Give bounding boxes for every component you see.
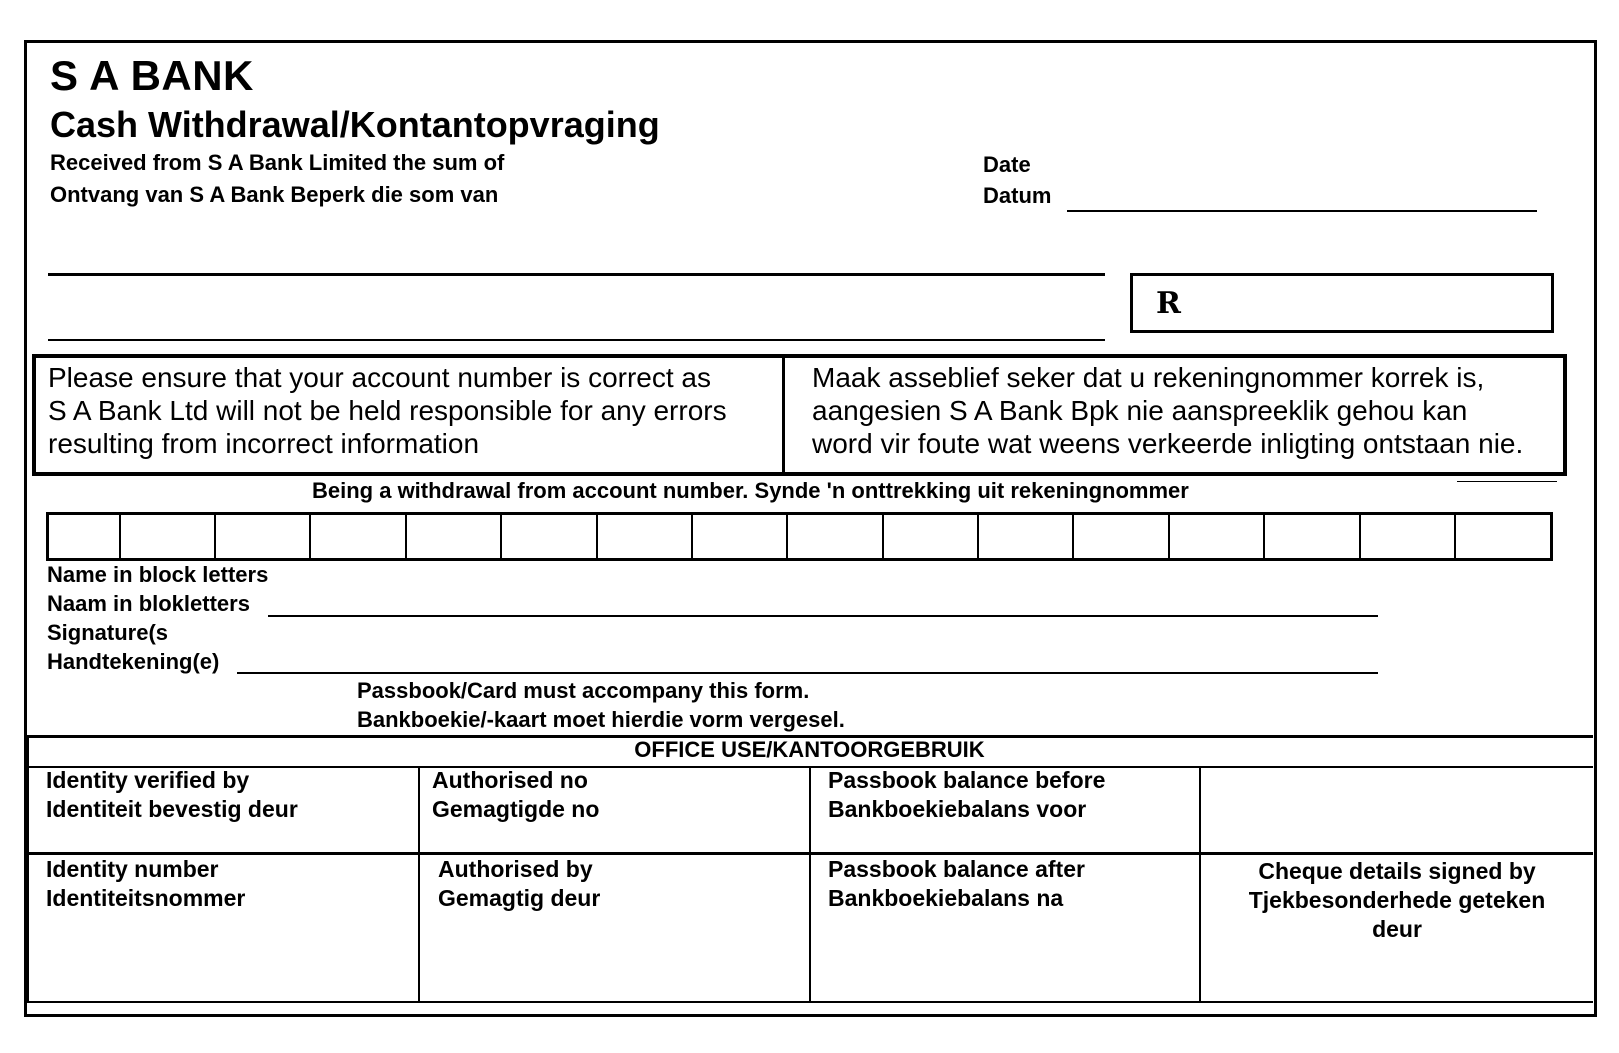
notice-divider: [782, 354, 785, 476]
account-digit-box[interactable]: [121, 515, 216, 558]
cell-label-en: Authorised by: [438, 856, 593, 882]
bank-name: S A BANK: [50, 52, 254, 99]
received-label-en: Received from S A Bank Limited the sum of: [50, 150, 505, 175]
cell-label-af: Gemagtigde no: [432, 796, 600, 822]
currency-symbol: R: [1156, 286, 1181, 321]
account-digit-box[interactable]: [49, 515, 121, 558]
account-digit-box[interactable]: [693, 515, 788, 558]
account-digit-box[interactable]: [216, 515, 311, 558]
office-col-divider: [418, 766, 420, 1002]
blank-office-cell[interactable]: [1205, 766, 1585, 846]
amount-words-line-1[interactable]: [48, 273, 1105, 276]
name-label-af: Naam in blokletters: [47, 591, 250, 616]
date-label-en: Date: [983, 152, 1031, 177]
account-digit-box[interactable]: [407, 515, 502, 558]
notice-english-line: Please ensure that your account number is correct as: [48, 362, 712, 393]
office-col-divider: [809, 766, 811, 1002]
account-number-boxes: [46, 512, 1553, 561]
cell-label-af: Identiteit bevestig deur: [46, 796, 298, 822]
account-digit-box[interactable]: [502, 515, 598, 558]
passbook-note-af: Bankboekie/-kaart moet hierdie vorm vergesel.: [357, 707, 845, 732]
received-label-af: Ontvang van S A Bank Beperk die som van: [50, 182, 499, 207]
account-digit-box[interactable]: [1074, 515, 1170, 558]
cell-label-en: Identity verified by: [46, 767, 250, 793]
account-digit-box[interactable]: [979, 515, 1074, 558]
authorised-by-cell[interactable]: [438, 855, 600, 913]
cell-label-af: Bankboekiebalans voor: [828, 796, 1087, 822]
account-digit-box[interactable]: [1170, 515, 1265, 558]
amount-words-line-2[interactable]: [48, 339, 1105, 341]
account-digit-box[interactable]: [1456, 515, 1550, 558]
cell-label-line: Cheque details signed by: [1258, 858, 1536, 884]
cell-label-af: Bankboekiebalans na: [828, 885, 1064, 911]
passbook-note-en: Passbook/Card must accompany this form.: [357, 678, 810, 703]
account-digit-box[interactable]: [884, 515, 979, 558]
cell-label-en: Passbook balance after: [828, 856, 1085, 882]
signature-label-af: Handtekening(e): [47, 649, 220, 674]
notice-english: [48, 361, 727, 460]
signature-label-en: Signature(s: [47, 620, 169, 645]
notice-trailing-rule: [1457, 481, 1557, 482]
account-digit-box[interactable]: [311, 515, 407, 558]
cheque-details-cell[interactable]: [1201, 857, 1593, 944]
account-digit-box[interactable]: [1265, 515, 1361, 558]
account-digit-box[interactable]: [1361, 515, 1456, 558]
account-digit-box[interactable]: [788, 515, 884, 558]
authorised-no-cell[interactable]: [432, 766, 599, 824]
name-field[interactable]: [268, 615, 1378, 617]
cell-label-en: Identity number: [46, 856, 219, 882]
identity-verified-cell[interactable]: [46, 766, 298, 824]
cell-label-af: Gemagtig deur: [438, 885, 601, 911]
cell-label-af: Identiteitsnommer: [46, 885, 246, 911]
cell-label-en: Passbook balance before: [828, 767, 1106, 793]
cell-label-line: Tjekbesonderhede geteken: [1248, 887, 1546, 913]
notice-english-line: S A Bank Ltd will not be held responsible for any errors: [48, 395, 727, 426]
identity-number-cell[interactable]: [46, 855, 245, 913]
signature-field[interactable]: [237, 672, 1378, 674]
notice-afrikaans-line: word vir foute wat weens verkeerde inligting ontstaan nie.: [812, 428, 1524, 459]
notice-afrikaans-line: aangesien S A Bank Bpk nie aanspreeklik gehou kan: [812, 395, 1468, 426]
notice-english-line: resulting from incorrect information: [48, 428, 480, 459]
amount-field[interactable]: [1130, 273, 1554, 333]
name-label-en: Name in block letters: [47, 562, 269, 587]
account-digit-box[interactable]: [598, 515, 693, 558]
date-field[interactable]: [1067, 210, 1537, 212]
notice-afrikaans-line: Maak asseblief seker dat u rekeningnommer korrek is,: [812, 362, 1485, 393]
balance-after-cell[interactable]: [828, 855, 1085, 913]
form-title: Cash Withdrawal/Kontantopvraging: [50, 104, 660, 145]
notice-afrikaans: [812, 361, 1523, 460]
account-caption: Being a withdrawal from account number. Synde 'n onttrekking uit rekeningnommer: [312, 478, 1189, 503]
office-use-heading: OFFICE USE/KANTOORGEBRUIK: [634, 737, 985, 762]
cell-label-en: Authorised no: [432, 767, 588, 793]
date-label-af: Datum: [983, 183, 1052, 208]
balance-before-cell[interactable]: [828, 766, 1105, 824]
cell-label-line: deur: [1372, 916, 1422, 942]
